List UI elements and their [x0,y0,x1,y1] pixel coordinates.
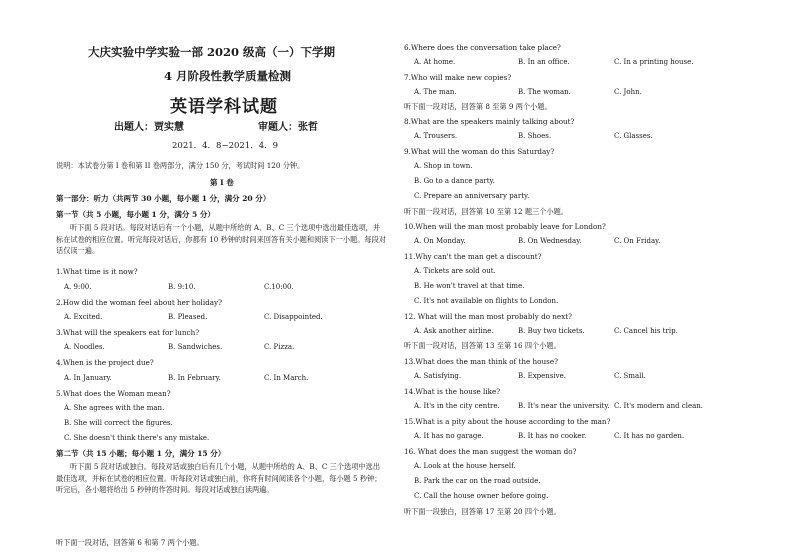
section-2-heading: 第二节（共 15 小题；每小题 1 分，满分 15 分） [56,449,226,458]
question-7: 7.Who will make new copies? [404,73,512,82]
q4-option-b: B. In February. [168,374,221,382]
exam-note: 说明：本试卷分第 I 卷和第 II 卷两部分，满分 150 分，考试时间 120 分钟。 [56,161,305,170]
part-1-heading: 第一部分：听力（共两节 30 小题，每小题 1 分，满分 20 分） [56,194,271,203]
section-1-heading: 第一节（共 5 小题，每小题 1 分，满分 5 分） [56,210,215,219]
q4-option-a: A. In January. [64,374,112,382]
q3-option-c: C. Pizza. [264,343,295,351]
q13-option-b: B. Expensive. [518,372,566,380]
q3-option-a: A. Noodles. [64,343,105,351]
q13-option-a: A. Satisfying. [414,372,462,380]
q11-option-c: C. It's not available on flights to London. [414,297,559,305]
q6-option-c: C. In a printing house. [614,58,694,66]
question-2: 2.How did the woman feel about her holiday? [56,298,222,307]
q2-option-a: A. Excited. [64,313,103,321]
q8-option-b: B. Shoes. [518,132,552,140]
q14-option-a: A. It's in the city centre. [414,402,500,410]
q8-option-a: A. Trousers. [414,132,458,140]
q6-option-b: B. In an office. [518,58,570,66]
exam-date: 2021．4．8−2021．4．9 [172,141,279,151]
q10-option-c: C. On Friday. [614,237,661,245]
q15-option-a: A. It has no garage. [414,432,484,440]
section-2-instructions: 听下面 5 段对话或独白。每段对话或独白后有几个小题，从题中所给的 A、B、C 三个选项中选出最佳选项，并标在试卷的相应位置。听每段对话或独白前，你将有时间阅读各个小题，每小题 5 秒钟；听完后，各小题将给出 5 秒钟的作答时间。每段对话或独白读两遍。 [56,462,382,494]
title-subject: 英语学科试题 [170,97,278,117]
q6-option-a: A. At home. [414,58,456,66]
question-11: 11.Why can't the man get a discount? [404,252,542,261]
q13-option-c: C. Small. [614,372,646,380]
title-line-2: 4 月阶段性教学质量检测 [164,69,292,83]
question-9: 9.What will the woman do this Saturday? [404,147,555,156]
q12-option-a: A. Ask another airline. [414,327,494,335]
q11-option-a: A. Tickets are sold out. [414,267,496,275]
q4-option-c: C. In March. [264,374,309,382]
question-13: 13.What does the man think of the house? [404,357,558,366]
q10-option-a: A. On Monday. [414,237,466,245]
question-1: 1.What time is it now? [56,267,138,276]
question-4: 4.When is the project due? [56,358,154,367]
dialogue-instruction-13-16: 听下面一段对话，回答第 13 至第 16 四个小题。 [404,341,561,350]
reviewer: 审题人：张哲 [258,122,318,133]
volume-label: 第 I 卷 [210,178,234,187]
q5-option-a: A. She agrees with the man. [64,404,165,412]
q1-option-a: A. 9:00. [64,283,92,291]
question-15: 15.What is a pity about the house according to the man? [404,417,611,426]
q5-option-c: C. She doesn't think there's any mistake. [64,434,210,442]
q14-option-c: C. It's modern and clean. [614,402,704,410]
question-10: 10.When will the man most probably leave for London? [404,222,606,231]
question-8: 8.What are the speakers mainly talking about? [404,117,575,126]
q2-option-c: C. Disappointed. [264,313,323,321]
q2-option-b: B. Pleased. [168,313,208,321]
q7-option-c: C. John. [614,88,642,96]
q7-option-a: A. The man. [414,88,457,96]
q16-option-c: C. Call the house owner before going. [414,492,549,500]
title-line-1: 大庆实验中学实验一部 2020 级高（一）下学期 [88,45,336,59]
q12-option-c: C. Cancel his trip. [614,327,678,335]
q9-option-b: B. Go to a dance party. [414,177,495,185]
section-1-instructions: 听下面 5 段对话。每段对话后有一个小题，从题中所给的 A、B、C 三个选项中选出最佳选项，并标在试卷的相应位置。听完每段对话后，你都有 10 秒钟的时间来回答有关小题和阅读下一小题。每段对话仅读一遍。 [56,223,386,255]
q1-option-c: C.10:00. [264,283,294,291]
q11-option-b: B. He won't travel at that time. [414,282,525,290]
dialogue-instruction-8-9: 听下面一段对话，回答第 8 至第 9 两个小题。 [404,102,552,111]
q1-option-b: B. 9:10. [168,283,196,291]
question-14: 14.What is the house like? [404,387,501,396]
q16-option-b: B. Park the car on the road outside. [414,477,541,485]
question-12: 12. What will the man most probably do next? [404,312,572,321]
q14-option-b: B. It's near the university. [518,402,610,410]
q8-option-c: C. Glasses. [614,132,653,140]
dialogue-instruction-10-12: 听下面一段对话，回答第 10 至第 12 题三个小题。 [404,207,568,216]
q5-option-b: B. She will correct the figures. [64,419,173,427]
author: 出题人：贾实慧 [114,122,184,133]
q12-option-b: B. Buy two tickets. [518,327,585,335]
q9-option-a: A. Shop in town. [414,162,473,170]
question-5: 5.What does the Woman mean? [56,389,171,398]
q15-option-c: C. It has no garden. [614,432,685,440]
question-6: 6.Where does the conversation take place? [404,43,561,52]
dialogue-instruction-6-7: 听下面一段对话，回答第 6 和第 7 两个小题。 [56,538,204,547]
dialogue-instruction-17-20: 听下面一段独白，回答第 17 至第 20 四个小题。 [404,507,561,516]
q15-option-b: B. It has no cooker. [518,432,587,440]
question-16: 16. What does the man suggest the woman do? [404,447,577,456]
q10-option-b: B. On Wednesday. [518,237,582,245]
q16-option-a: A. Look at the house herself. [414,462,516,470]
q3-option-b: B. Sandwiches. [168,343,223,351]
q9-option-c: C. Prepare an anniversary party. [414,192,530,200]
q7-option-b: B. The woman. [518,88,571,96]
question-3: 3.What will the speakers eat for lunch? [56,328,200,337]
